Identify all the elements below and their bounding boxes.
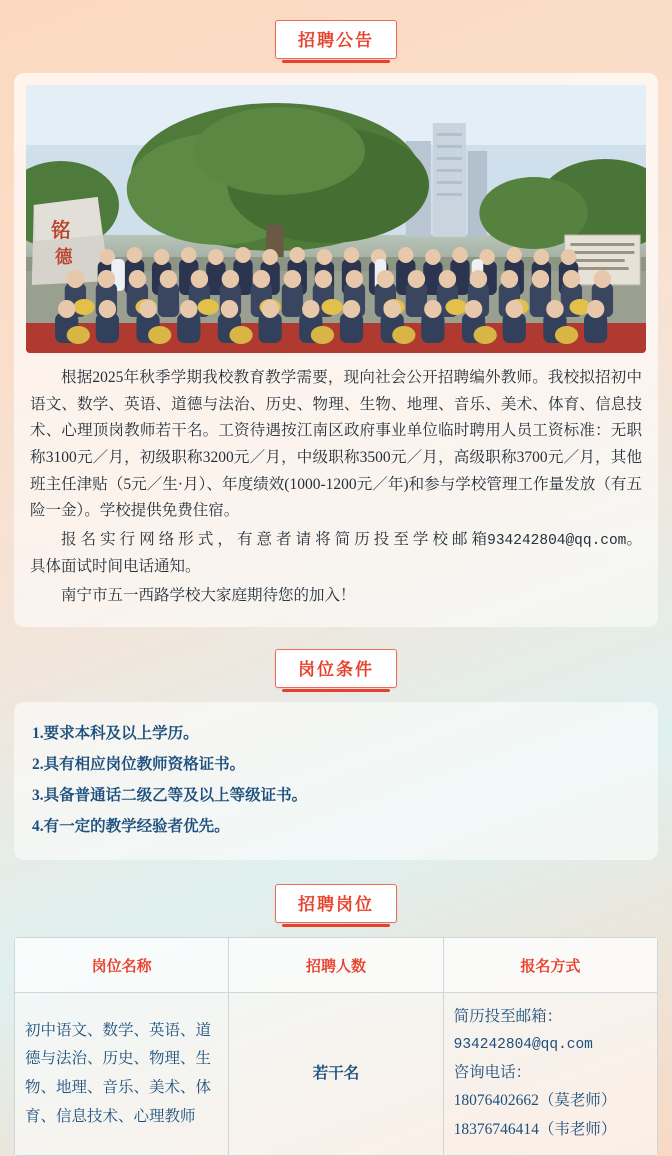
- apply-phone-label: 咨询电话：: [453, 1063, 532, 1081]
- svg-text:德: 德: [55, 246, 73, 268]
- notice-email: 934242804@qq.com: [487, 532, 627, 549]
- header-apply: 报名方式: [443, 938, 657, 993]
- table-header-row: [15, 938, 658, 993]
- apply-email-value: 934242804@qq.com: [453, 1036, 593, 1053]
- conditions-heading-wrap: [14, 649, 658, 688]
- apply-email-label: 简历投至邮箱：: [453, 1008, 563, 1026]
- apply-phone-2: 18376746414（韦老师）: [453, 1121, 617, 1139]
- cell-apply: [443, 993, 657, 1156]
- cell-count: 若干名: [229, 993, 443, 1156]
- notice-heading-wrap: [14, 20, 658, 59]
- group-photo-icon: [26, 85, 646, 353]
- apply-phone-1: 18076402662（莫老师）: [453, 1092, 617, 1110]
- notice-paragraph-3: 南宁市五一西路学校大家庭期待您的加入！: [61, 586, 356, 604]
- notice-apply-text: 报 名 实 行 网 络 形 式 ， 有 意 者 请 将 简 历 投 至 学 校 邮 箱: [61, 530, 488, 548]
- header-count: 招聘人数: [229, 938, 443, 993]
- table-row: [15, 993, 658, 1156]
- condition-item-3: 3.具备普通话二级乙等及以上等级证书。: [32, 787, 308, 805]
- group-photo: [26, 85, 646, 353]
- condition-item-4: 4.有一定的教学经验者优先。: [32, 818, 230, 836]
- positions-table-wrap: [14, 937, 658, 1156]
- notice-card: [14, 73, 658, 627]
- svg-text:铭: 铭: [51, 219, 71, 243]
- notice-apply-suffix: 。具体面试时间电话通知。: [30, 530, 642, 575]
- positions-heading: 招聘岗位: [275, 884, 397, 923]
- notice-heading: 招聘公告: [275, 20, 397, 59]
- conditions-list: [32, 718, 640, 842]
- positions-table: [14, 937, 658, 1156]
- condition-item-1: 1.要求本科及以上学历。: [32, 725, 199, 743]
- conditions-card: [14, 702, 658, 860]
- notice-body: [30, 365, 642, 609]
- notice-paragraph-1: 根据2025年秋季学期我校教育教学需要，现向社会公开招聘编外教师。我校拟招初中语文、数学、英语、道德与法治、历史、物理、生物、地理、音乐、美术、体育、信息技术、心理顶岗教师若干名。工资待遇按江南区政府事业单位临时聘用人员工资标准：无职称3100元／月，初级职称3200元／月，中级职称3500元／月，高级职称3700元／月，其他班主任津贴（5元／生·月）、年度绩效(1000-1200元／年)和参与学校管理工作量发放（有五险一金）。学校提供免费住宿。: [30, 369, 642, 520]
- notice-paragraph-2: [30, 527, 642, 581]
- condition-item-2: 2.具有相应岗位教师资格证书。: [32, 756, 246, 774]
- cell-position: 初中语文、数学、英语、道德与法治、历史、物理、生物、地理、音乐、美术、体育、信息技术、心理教师: [15, 993, 229, 1156]
- header-position: 岗位名称: [15, 938, 229, 993]
- conditions-heading: 岗位条件: [275, 649, 397, 688]
- positions-heading-wrap: [14, 884, 658, 923]
